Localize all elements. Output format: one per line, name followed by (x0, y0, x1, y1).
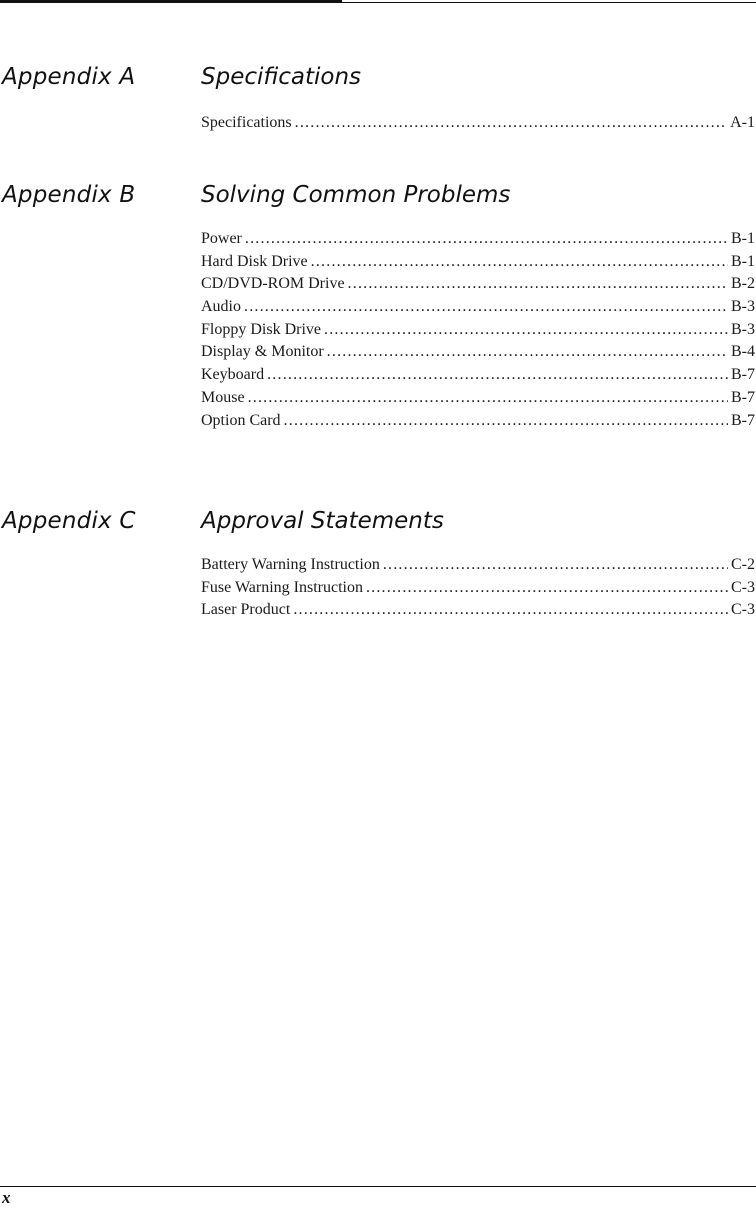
toc-entry[interactable] (201, 387, 755, 410)
toc-entry[interactable] (201, 228, 755, 251)
toc-entry-page: B-2 (731, 275, 755, 293)
toc-entry[interactable] (201, 341, 755, 364)
toc-entry-label: Laser Product (201, 601, 291, 619)
dot-leader (311, 251, 728, 274)
header-rule-thick (0, 0, 342, 3)
dot-leader (244, 296, 728, 319)
toc-entry[interactable] (201, 319, 755, 342)
toc-entry-label: Keyboard (201, 366, 265, 384)
toc-entries (201, 228, 755, 432)
header-rule-thin (342, 2, 756, 3)
toc-entry-label: Battery Warning Instruction (201, 556, 380, 573)
appendix-label: Appendix B (2, 182, 136, 208)
dot-leader (248, 387, 728, 410)
appendix-label: Appendix A (2, 64, 136, 90)
toc-entry-page: B-1 (731, 230, 755, 247)
toc-entry-page: B-3 (731, 320, 755, 338)
footer-rule (0, 1186, 756, 1187)
toc-entry[interactable] (201, 112, 755, 135)
dot-leader (245, 228, 728, 251)
toc-entry-page: C-3 (731, 578, 755, 596)
dot-leader (324, 319, 728, 342)
toc-entry-page: B-4 (731, 343, 755, 361)
toc-entry[interactable] (201, 273, 755, 296)
toc-entry-label: Floppy Disk Drive (201, 320, 321, 338)
toc-entry[interactable] (201, 554, 755, 577)
dot-leader (348, 273, 728, 296)
toc-entries (201, 112, 755, 135)
toc-entry-page: B-3 (731, 298, 755, 316)
toc-entry-label: Power (201, 230, 242, 247)
toc-entry-label: Specifications (201, 114, 292, 131)
toc-entries (201, 554, 755, 622)
toc-entry-label: Display & Monitor (201, 343, 324, 361)
dot-leader (383, 554, 728, 577)
toc-entry-page: B-7 (731, 366, 755, 384)
toc-entry[interactable] (201, 364, 755, 387)
dot-leader (293, 599, 728, 622)
toc-entry[interactable] (201, 577, 755, 600)
dot-leader (284, 410, 728, 433)
dot-leader (327, 341, 728, 364)
dot-leader (267, 364, 728, 387)
appendix-label: Appendix C (2, 508, 136, 534)
appendix-title: Solving Common Problems (201, 182, 511, 208)
page-number: x (2, 1188, 11, 1207)
toc-entry-page: B-7 (731, 411, 755, 429)
toc-entry-label: Audio (201, 298, 241, 316)
dot-leader (295, 112, 727, 135)
toc-entry[interactable] (201, 599, 755, 622)
toc-entry[interactable] (201, 251, 755, 274)
toc-entry-page: B-7 (731, 388, 755, 406)
toc-entry-label: Mouse (201, 388, 245, 406)
appendix-title: Specifications (201, 64, 362, 90)
toc-entry-page: C-3 (731, 601, 755, 619)
toc-entry-label: Fuse Warning Instruction (201, 578, 363, 596)
toc-entry-page: C-2 (731, 556, 755, 573)
dot-leader (366, 577, 728, 600)
toc-entry-label: Option Card (201, 411, 281, 429)
appendix-title: Approval Statements (201, 508, 444, 534)
toc-entry-label: CD/DVD-ROM Drive (201, 275, 345, 293)
toc-entry-label: Hard Disk Drive (201, 252, 308, 270)
toc-entry-page: B-1 (731, 252, 755, 270)
toc-entry-page: A-1 (730, 114, 755, 131)
toc-entry[interactable] (201, 296, 755, 319)
toc-entry[interactable] (201, 410, 755, 433)
